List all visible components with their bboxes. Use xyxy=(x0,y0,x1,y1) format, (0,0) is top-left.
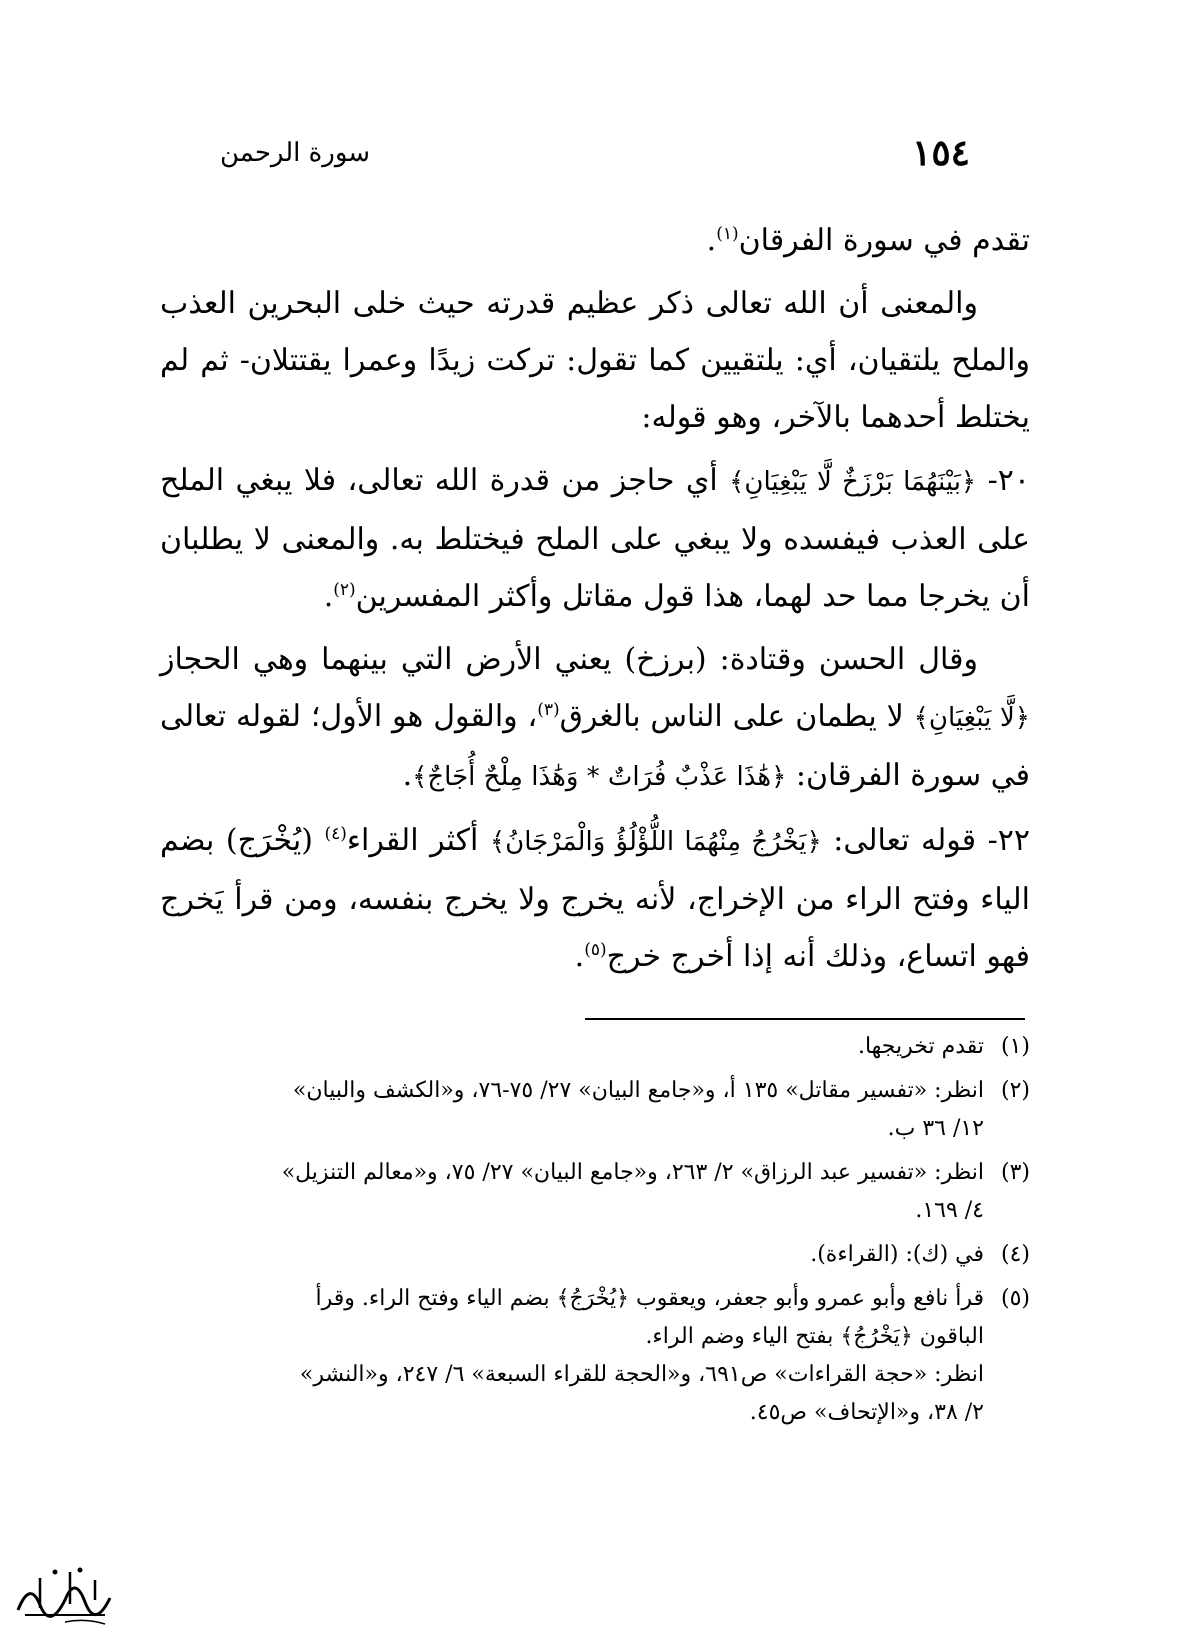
footnote-text xyxy=(160,1028,984,1066)
calligraphy-logo-icon xyxy=(10,1560,125,1630)
footnote-text xyxy=(160,1236,984,1274)
footnote-number: (٢) xyxy=(1000,1078,1030,1103)
paragraph-4 xyxy=(160,631,1030,806)
footnote-ref-1: (١) xyxy=(716,224,739,244)
footnote-line: ١٢/ ٣٦ ب. xyxy=(887,1116,984,1141)
watermark-logo xyxy=(10,1560,125,1630)
footnote-ref-5: (٥) xyxy=(584,940,607,960)
footnote-item xyxy=(160,1028,1030,1066)
footnote-number: (٥) xyxy=(1000,1286,1030,1311)
footnote-divider xyxy=(585,1018,1025,1020)
footnote-line: ٢/ ٣٨، و«الإتحاف» ص٤٥. xyxy=(749,1400,984,1425)
quran-verse-inline-2: ﴿هَٰذَا عَذْبٌ فُرَاتٌ * وَهَٰذَا مِلْحٌ أُجَاجٌ﴾ xyxy=(412,762,787,792)
footnote-line: في (ك): (القراءة). xyxy=(810,1242,984,1267)
footnote-line: ٤/ ١٦٩. xyxy=(915,1198,984,1223)
footnote-item xyxy=(160,1072,1030,1148)
paragraph-4-end: . xyxy=(402,758,413,793)
footnote-line: قرأ نافع وأبو عمرو وأبو جعفر، ويعقوب ﴿يُخْرَجُ﴾ بضم الياء وفتح الراء. وقرأ xyxy=(315,1286,984,1311)
verse-number-20: ٢٠- xyxy=(976,463,1030,498)
paragraph-1-text: تقدم في سورة الفرقان xyxy=(738,223,1030,258)
footnote-line: تقدم تخريجها. xyxy=(857,1034,984,1059)
main-text xyxy=(160,212,1030,991)
quran-verse-22: ﴿يَخْرُجُ مِنْهُمَا اللُّؤْلُؤُ وَالْمَرْجَانُ﴾ xyxy=(489,827,822,857)
paragraph-5-text-2: (يُخْرَج) بضم الياء وفتح الراء من الإخراج، لأنه يخرج ولا يخرج بنفسه، ومن قرأ يَخرج فهو اتساع، وذلك أنه إذا أخرج خرج xyxy=(160,823,1030,974)
footnote-item xyxy=(160,1154,1030,1230)
footnote-number: (٣) xyxy=(1000,1160,1030,1185)
footnotes xyxy=(160,1028,1030,1438)
paragraph-1-end: . xyxy=(706,223,717,258)
footnote-text xyxy=(160,1280,984,1432)
page-header xyxy=(220,128,970,178)
footnote-ref-4: (٤) xyxy=(324,824,347,844)
paragraph-5-end: . xyxy=(574,939,585,974)
paragraph-2: والمعنى أن الله تعالى ذكر عظيم قدرته حيث خلى البحرين العذب والملح يلتقيان، أي: يلتقيين كما تقول: تركت زيدًا وعمرا يقتتلان- ثم لم يختلط أحدهما بالآخر، وهو قوله: xyxy=(160,286,1030,435)
paragraph-5-text-1: أكثر القراء xyxy=(346,823,490,858)
footnote-line: الباقون ﴿يَخْرُجُ﴾ بفتح الياء وضم الراء. xyxy=(645,1324,984,1349)
footnote-line: انظر: «تفسير عبد الرزاق» ٢/ ٢٦٣، و«جامع البيان» ٢٧/ ٧٥، و«معالم التنزيل» xyxy=(281,1160,984,1185)
paragraph-4-text-1: وقال الحسن وقتادة: (برزخ) يعني الأرض التي بينهما وهي الحجاز xyxy=(160,642,978,677)
quran-verse-20: ﴿بَيْنَهُمَا بَرْزَخٌ لَّا يَبْغِيَانِ﴾ xyxy=(729,467,977,497)
paragraph-1 xyxy=(160,212,1030,269)
quran-verse-inline-1: ﴿لَّا يَبْغِيَانِ﴾ xyxy=(913,703,1031,733)
footnote-number: (١) xyxy=(1000,1034,1030,1059)
footnote-ref-2: (٢) xyxy=(333,580,356,600)
footnote-text xyxy=(160,1072,984,1148)
footnote-line: انظر: «تفسير مقاتل» ١٣٥ أ، و«جامع البيان» ٢٧/ ٧٥-٧٦، و«الكشف والبيان» xyxy=(292,1078,984,1103)
verse-number-22: ٢٢- قوله تعالى: xyxy=(821,823,1031,858)
page-number: ١٥٤ xyxy=(911,132,970,174)
footnote-ref-3: (٣) xyxy=(537,700,560,720)
paragraph-5 xyxy=(160,812,1030,985)
footnote-number: (٤) xyxy=(1000,1242,1030,1267)
footnote-item xyxy=(160,1236,1030,1274)
footnote-line: انظر: «حجة القراءات» ص٦٩١، و«الحجة للقراء السبعة» ٦/ ٢٤٧، و«النشر» xyxy=(299,1362,984,1387)
paragraph-3 xyxy=(160,452,1030,625)
surah-title: سورة الرحمن xyxy=(220,138,371,168)
paragraph-4-text-2: لا يطمان على الناس بالغرق xyxy=(559,699,914,734)
paragraph-4-text-3: ، والقول هو الأول؛ لقوله تعالى في سورة الفرقان: xyxy=(160,699,1030,793)
footnote-item xyxy=(160,1280,1030,1432)
footnote-text xyxy=(160,1154,984,1230)
paragraph-3-end: . xyxy=(323,579,334,614)
paragraph-3-text: أي حاجز من قدرة الله تعالى، فلا يبغي الملح على العذب فيفسده ولا يبغي على الملح فيختلط به. والمعنى لا يطلبان أن يخرجا مما حد لهما، هذا قول مقاتل وأكثر المفسرين xyxy=(160,463,1030,614)
